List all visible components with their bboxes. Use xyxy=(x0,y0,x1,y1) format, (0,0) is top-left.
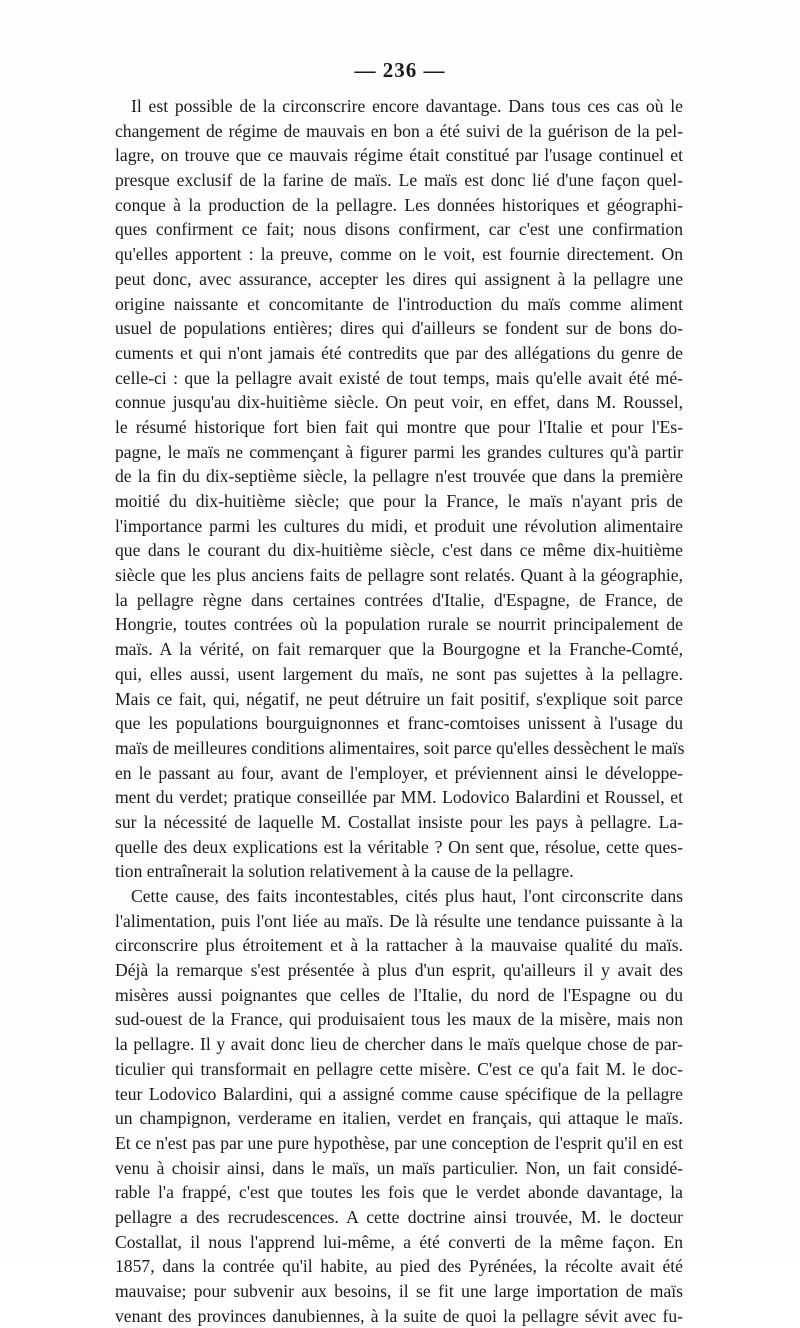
text-line: ment du verdet; pratique conseillée par MM. Lodovico Balardini et Roussel, et xyxy=(115,787,683,808)
text-line: qui, elles aussi, usent largement du maïs, ne sont pas sujettes à la pellagre. xyxy=(115,663,683,684)
text-line: mauvaise; pour subvenir aux besoins, il se fit une large importation de maïs xyxy=(115,1281,683,1301)
text-line: pellagre a des recrudescences. A cette doctrine ainsi trouvée, M. le docteur xyxy=(115,1206,683,1227)
text-line: conque à la production de la pellagre. Les données historiques et géographi- xyxy=(115,194,683,215)
text-line: Cette cause, des faits incontestables, cités plus haut, l'ont circonscrite dans xyxy=(131,886,683,906)
text-line: Il est possible de la circonscrire encore davantage. Dans tous ces cas où le xyxy=(131,96,683,116)
text-line: usuel de populations entières; dires qui d'ailleurs se fondent sur de bons do- xyxy=(115,318,683,339)
text-line: lagre, on trouve que ce mauvais régime était constitué par l'usage continuel et xyxy=(115,145,683,166)
text-line: circonscrire plus étroitement et à la rattacher à la mauvaise qualité du maïs. xyxy=(115,935,683,956)
text-line: peut donc, avec assurance, accepter les dires qui assignent à la pellagre une xyxy=(115,268,683,289)
text-line: pagne, le maïs ne commençant à figurer parmi les grandes cultures qu'à partir xyxy=(115,441,683,462)
text-line: Et ce n'est pas par une pure hypothèse, par une conception de l'esprit qu'il en est xyxy=(115,1132,683,1153)
page-number: — 236 — xyxy=(354,58,446,82)
text-line: la pellagre. Il y avait donc lieu de chercher dans le maïs quelque chose de par- xyxy=(115,1034,683,1055)
text-line: ticulier qui transformait en pellagre cette misère. C'est ce qu'a fait M. le doc- xyxy=(115,1058,683,1079)
text-line: presque exclusif de la farine de maïs. Le maïs est donc lié d'une façon quel- xyxy=(115,170,683,191)
text-line: siècle que les plus anciens faits de pellagre sont relatés. Quant à la géographie, xyxy=(115,565,683,586)
text-line: la pellagre règne dans certaines contrées d'Italie, d'Espagne, de France, de xyxy=(115,589,683,610)
text-line: Mais ce fait, qui, négatif, ne peut détruire un fait positif, s'explique soit parce xyxy=(115,688,683,709)
text-line: qu'elles apportent : la preuve, comme on le voit, est fournie directement. On xyxy=(115,244,683,265)
text-line: origine naissante et concomitante de l'introduction du maïs comme aliment xyxy=(115,293,683,314)
text-line: tion entraînerait la solution relativement à la cause de la pellagre. xyxy=(115,861,574,882)
text-line: maïs de meilleures conditions alimentaires, soit parce qu'elles dessèchent le maïs xyxy=(115,737,685,758)
text-line: le résumé historique fort bien fait qui montre que pour l'Italie et pour l'Es- xyxy=(115,416,683,437)
text-line: l'alimentation, puis l'ont liée au maïs. De là résulte une tendance puissante à la xyxy=(115,910,683,931)
text-line: venu à choisir ainsi, dans le maïs, un maïs particulier. Non, un fait considé- xyxy=(115,1157,683,1178)
text-line: sur la nécessité de laquelle M. Costallat insiste pour les pays à pellagre. La- xyxy=(115,811,683,832)
text-line: rable l'a frappé, c'est que toutes les fois que le verdet abonde davantage, la xyxy=(115,1182,683,1203)
text-line: de la fin du dix-septième siècle, la pellagre n'est trouvée que dans la première xyxy=(115,466,683,487)
text-line: quelle des deux explications est la véritable ? On sent que, résolue, cette ques- xyxy=(115,836,683,857)
text-line: un champignon, verderame en italien, verdet en français, qui attaque le maïs. xyxy=(115,1108,683,1129)
text-line: Hongrie, toutes contrées où la population rurale se nourrit principalement de xyxy=(115,614,683,635)
text-line: en le passant au four, avant de l'employer, et préviennent ainsi le développe- xyxy=(115,762,683,783)
text-line: ques confirment ce fait; nous disons confirment, car c'est une confirmation xyxy=(115,219,683,240)
text-line: moitié du dix-huitième siècle; que pour la France, le maïs n'ayant pris de xyxy=(115,491,683,511)
text-line: celle-ci : que la pellagre avait existé de tout temps, mais qu'elle avait été mé- xyxy=(115,367,683,388)
text-line: venant des provinces danubiennes, à la suite de quoi la pellagre sévit avec fu- xyxy=(115,1305,683,1326)
text-line: changement de régime de mauvais en bon a été suivi de la guérison de la pel- xyxy=(115,120,683,141)
text-line: 1857, dans la contrée qu'il habite, au pied des Pyrénées, la récolte avait été xyxy=(115,1256,683,1277)
text-line: teur Lodovico Balardini, qui a assigné comme cause spécifique de la pellagre xyxy=(115,1083,683,1104)
text-line: Déjà la remarque s'est présentée à plus d'un esprit, qu'ailleurs il y avait des xyxy=(115,960,683,981)
text-line: maïs. A la vérité, on fait remarquer que la Bourgogne et la Franche-Comté, xyxy=(115,639,683,660)
text-line: l'importance parmi les cultures du midi, et produit une révolution alimentaire xyxy=(115,515,683,536)
text-line: misères aussi poignantes que celles de l'Italie, du nord de l'Espagne ou du xyxy=(115,984,683,1005)
text-line: connue jusqu'au dix-huitième siècle. On peut voir, en effet, dans M. Roussel, xyxy=(115,392,683,413)
text-line: que les populations bourguignonnes et franc-comtoises unissent à l'usage du xyxy=(115,713,683,734)
text-line: que dans le courant du dix-huitième siècle, c'est dans ce même dix-huitième xyxy=(115,540,683,561)
text-line: cuments et qui n'ont jamais été contredits que par des allégations du genre de xyxy=(115,342,683,363)
body-text xyxy=(115,94,683,1328)
text-line: Costallat, il nous l'apprend lui-même, a été converti de la même façon. En xyxy=(115,1231,683,1252)
text-line: sud-ouest de la France, qui produisaient tous les maux de la misère, mais non xyxy=(115,1009,683,1030)
